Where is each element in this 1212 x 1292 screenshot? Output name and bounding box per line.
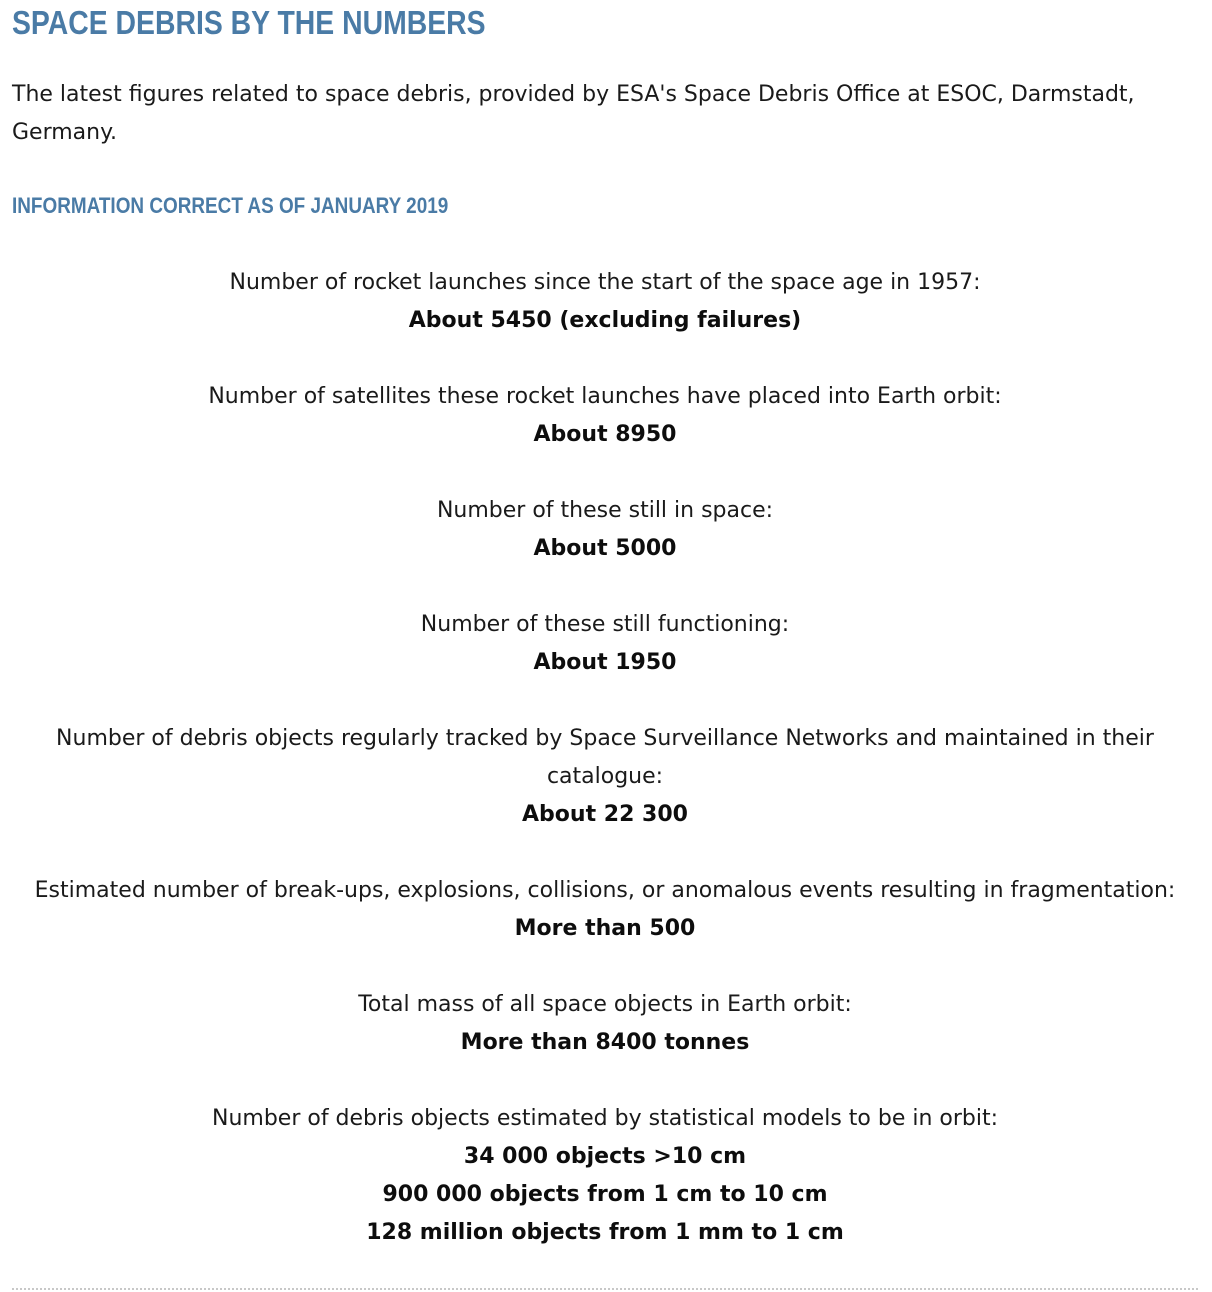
stat-label: Number of rocket launches since the start of the space age in 1957: (229, 270, 981, 295)
stat-label: Number of these still in space: (436, 498, 774, 523)
stat-value: More than 8400 tonnes (460, 1030, 750, 1055)
stat-value: About 1950 (533, 650, 677, 675)
stat-item (12, 378, 1198, 454)
stat-item (12, 264, 1198, 340)
stat-label: Total mass of all space objects in Earth orbit: (358, 992, 852, 1017)
stat-label: Number of debris objects regularly tracked by Space Surveillance Networks and maintained in their catalogue: (56, 726, 1154, 789)
stat-label: Number of satellites these rocket launches have placed into Earth orbit: (208, 384, 1002, 409)
stat-value: About 5000 (533, 536, 677, 561)
dotted-divider (12, 1288, 1198, 1290)
article (12, 0, 1200, 1292)
stat-label: Number of debris objects estimated by statistical models to be in orbit: (211, 1106, 999, 1131)
info-date-heading: INFORMATION CORRECT AS OF JANUARY 2019 (12, 193, 449, 218)
stat-value: 900 000 objects from 1 cm to 10 cm (382, 1182, 828, 1207)
page-title: SPACE DEBRIS BY THE NUMBERS (12, 4, 486, 41)
stat-value: About 22 300 (522, 802, 688, 827)
stat-value: More than 500 (514, 916, 696, 941)
stat-item (12, 1100, 1198, 1252)
stat-item (12, 986, 1198, 1062)
stat-value: About 5450 (excluding failures) (408, 308, 802, 333)
stat-label: Estimated number of break-ups, explosions, collisions, or anomalous events resulting in fragmentation: (34, 878, 1176, 903)
stat-value: 34 000 objects >10 cm (463, 1144, 747, 1169)
stat-value: 128 million objects from 1 mm to 1 cm (366, 1220, 844, 1245)
intro-paragraph: The latest figures related to space debris, provided by ESA's Space Debris Office at ESOC, Darmstadt, Germany. (12, 82, 1135, 145)
stat-item (12, 720, 1198, 834)
stat-label: Number of these still functioning: (420, 612, 790, 637)
stat-value: About 8950 (533, 422, 677, 447)
stat-item (12, 606, 1198, 682)
stat-item (12, 492, 1198, 568)
stat-item (12, 872, 1198, 948)
stats-list (12, 264, 1198, 1290)
